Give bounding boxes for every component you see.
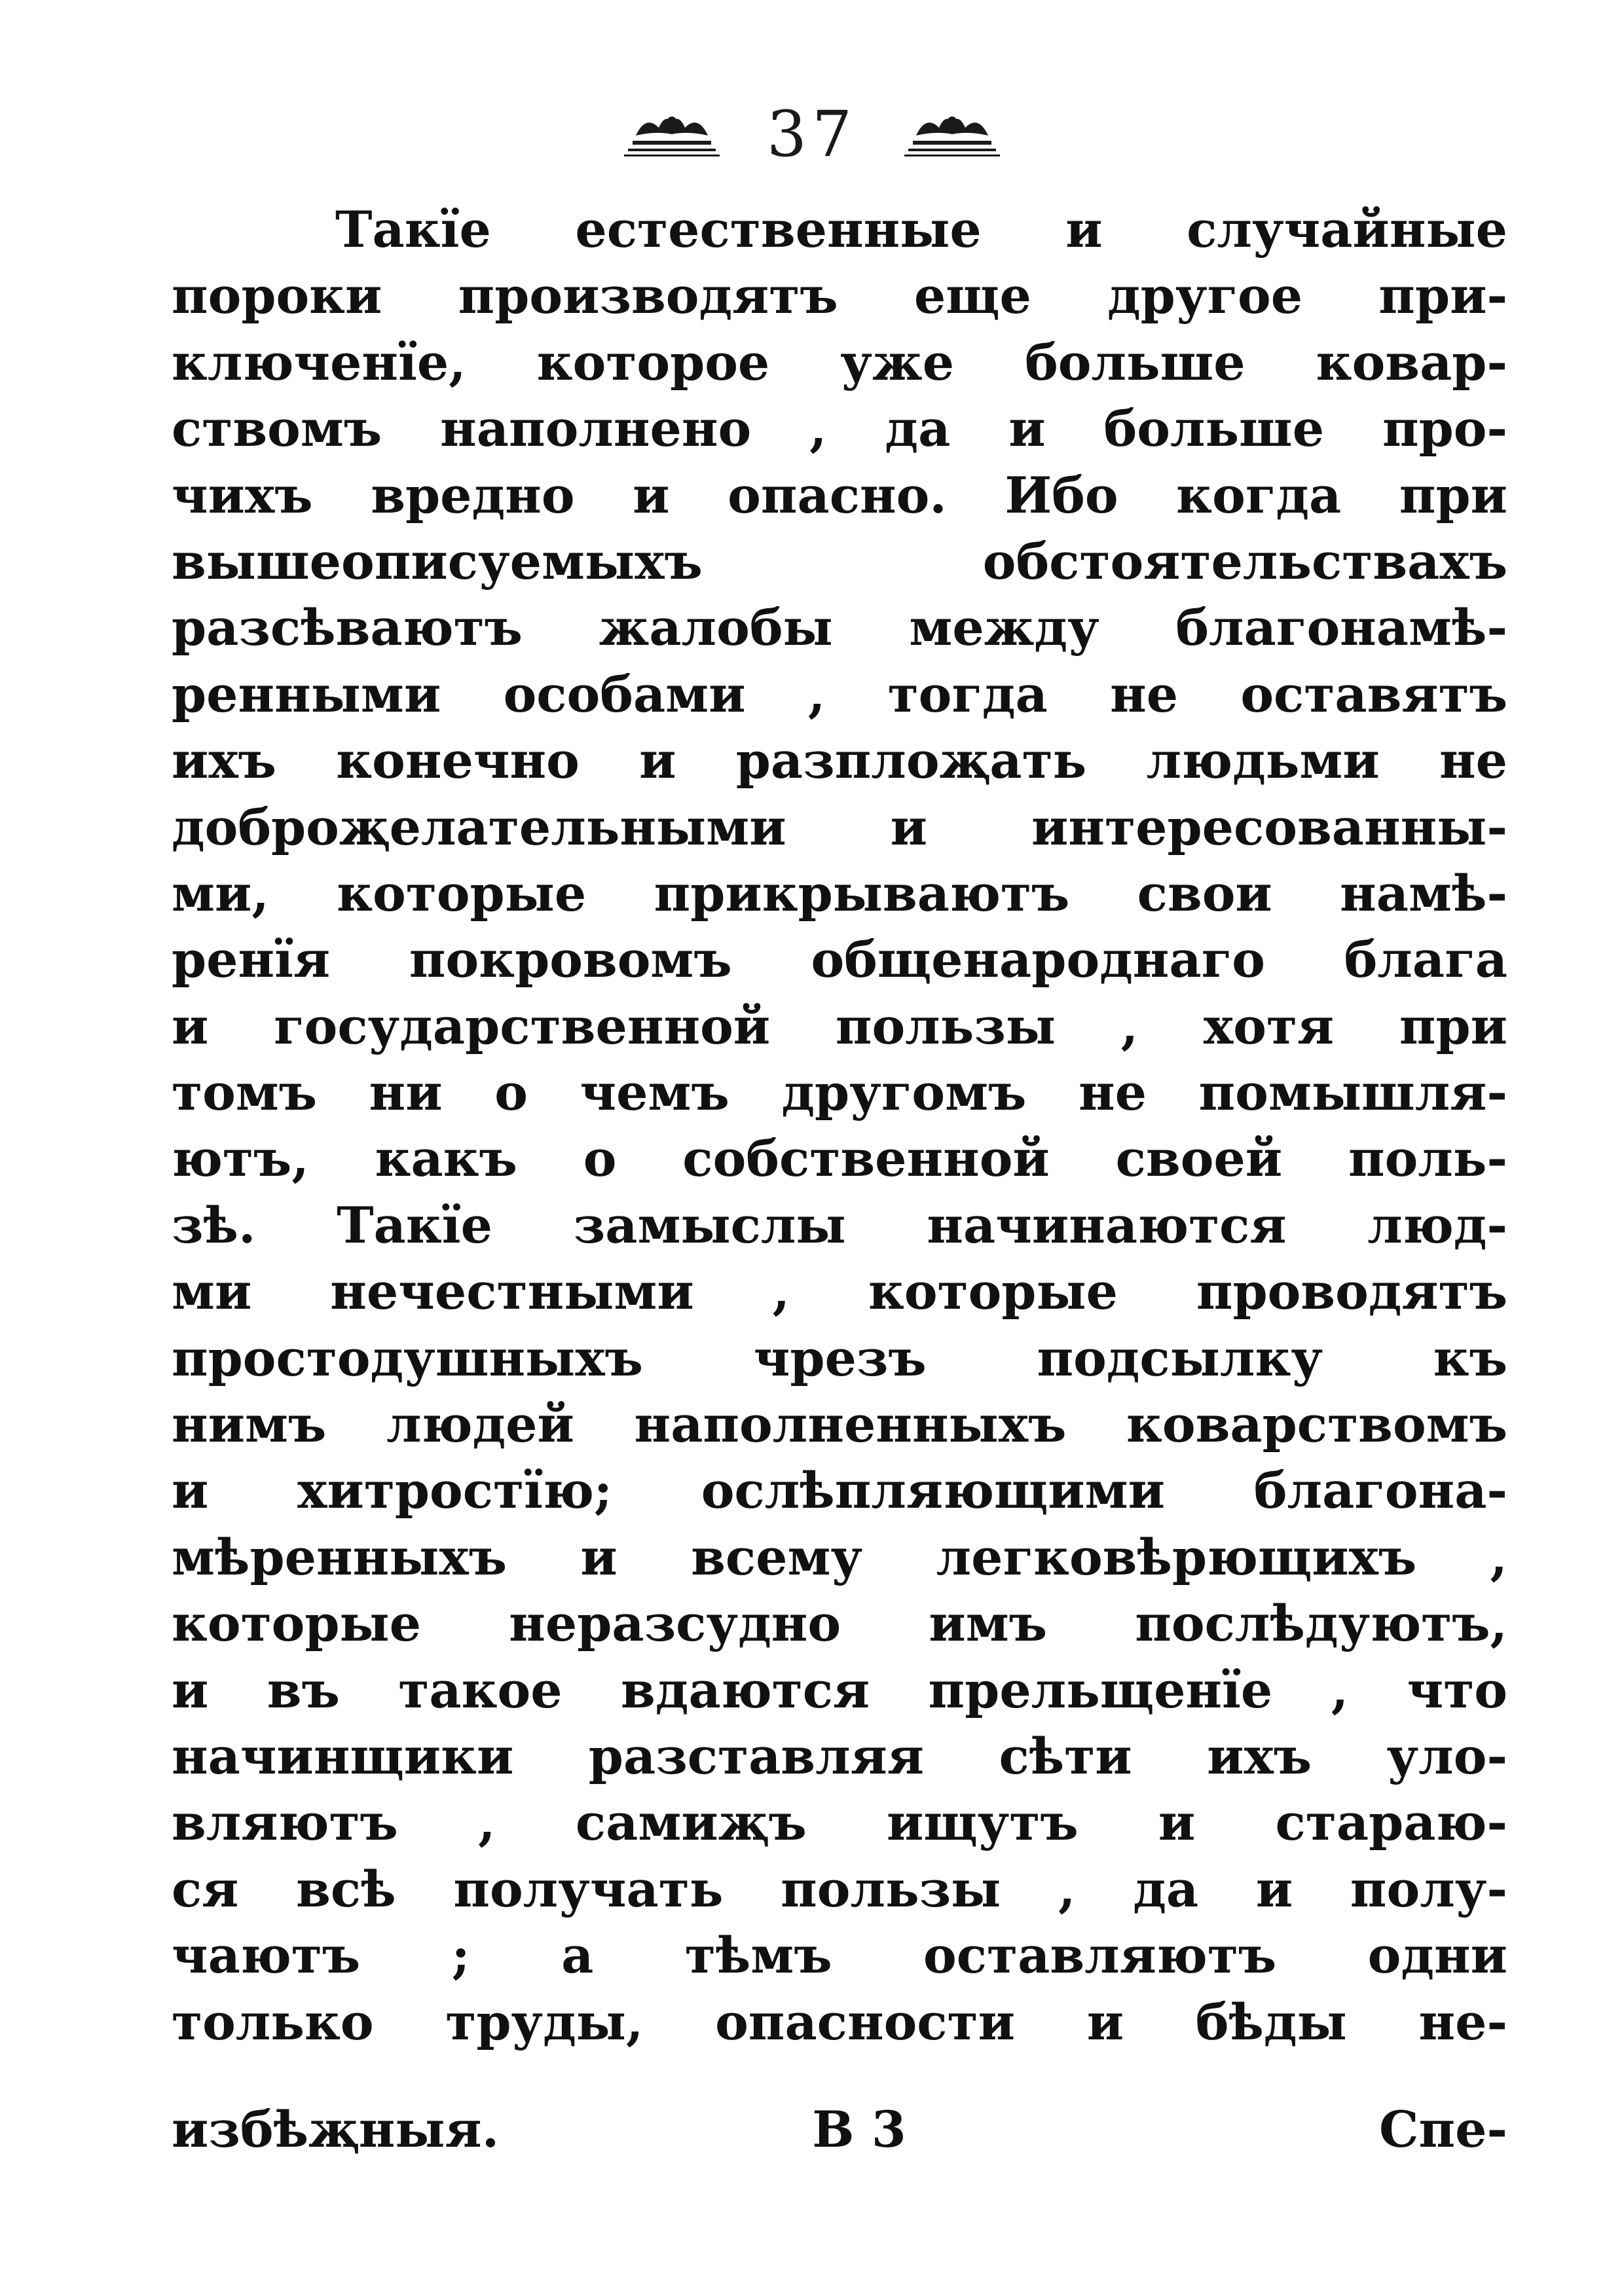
crown-ornament-icon: [903, 108, 1001, 160]
text-line: ключенїе, которое уже больше ковар-: [172, 333, 1507, 392]
text-line: нимъ людей наполненныхъ коварствомъ: [172, 1395, 1507, 1454]
text-line: ми нечестными , которые проводятъ: [172, 1262, 1507, 1321]
text-line: пороки производятъ еще другое при-: [172, 266, 1507, 325]
text-line: которые неразсудно имъ послѣдуютъ,: [172, 1594, 1507, 1653]
text-line: начинщики разставляя сѣти ихъ уло-: [172, 1726, 1507, 1785]
text-line: доброҗелательными и интересованны-: [172, 797, 1507, 856]
text-line: ютъ, какъ о собственной своей поль-: [172, 1129, 1507, 1188]
text-line: ихъ конечно и разплоҗать людьми не: [172, 731, 1507, 790]
text-line: ренными особами , тогда не оставятъ: [172, 665, 1507, 723]
body-text: [172, 196, 1507, 2055]
text-line: ренїя покровомъ общенароднаго блага: [172, 930, 1507, 989]
text-line: Такїе естественные и случайные: [335, 200, 1507, 259]
text-line: томъ ни о чемъ другомъ не помышля-: [172, 1063, 1507, 1122]
text-line: чаютъ ; а тѣмъ оставляютъ одни: [172, 1926, 1507, 1985]
text-line: только труды, опасности и бѣды не-: [172, 1992, 1507, 2051]
text-line: и въ такое вдаются прельщенїе , что: [172, 1660, 1507, 1719]
text-line: вляютъ , самиҗъ ищутъ и стараю-: [172, 1793, 1507, 1852]
catchword: Спе-: [1378, 2100, 1507, 2159]
signature-mark: В 3: [812, 2100, 906, 2159]
text-line: чихъ вредно и опасно. Ибо когда при: [172, 465, 1507, 524]
text-line: простодушныхъ чрезъ подсылку къ: [172, 1328, 1507, 1387]
text-line: и хитростїю; ослѣпляющими благона-: [172, 1461, 1507, 1520]
text-line: ми, которые прикрываютъ свои намѣ-: [172, 864, 1507, 922]
text-line: зѣ. Такїе замыслы начинаются люд-: [172, 1195, 1507, 1254]
page-number: 37: [766, 98, 858, 171]
text-line: мѣренныхъ и всему легковѣрющихъ ,: [172, 1527, 1507, 1586]
text-line: ствомъ наполнено , да и больше про-: [172, 399, 1507, 458]
page-header: [0, 92, 1624, 177]
crown-ornament-icon: [623, 108, 721, 160]
text-line: разсѣваютъ жалобы между благонамѣ-: [172, 598, 1507, 657]
text-line: вышеописуемыхъ обстоятельствахъ: [172, 532, 1507, 591]
page-footer: [172, 2094, 1507, 2166]
text-line: и государственной пользы , хотя при: [172, 996, 1507, 1055]
text-line: ся всѣ получать пользы , да и полу-: [172, 1859, 1507, 1918]
final-text-line: избѣҗныя.: [172, 2100, 500, 2159]
